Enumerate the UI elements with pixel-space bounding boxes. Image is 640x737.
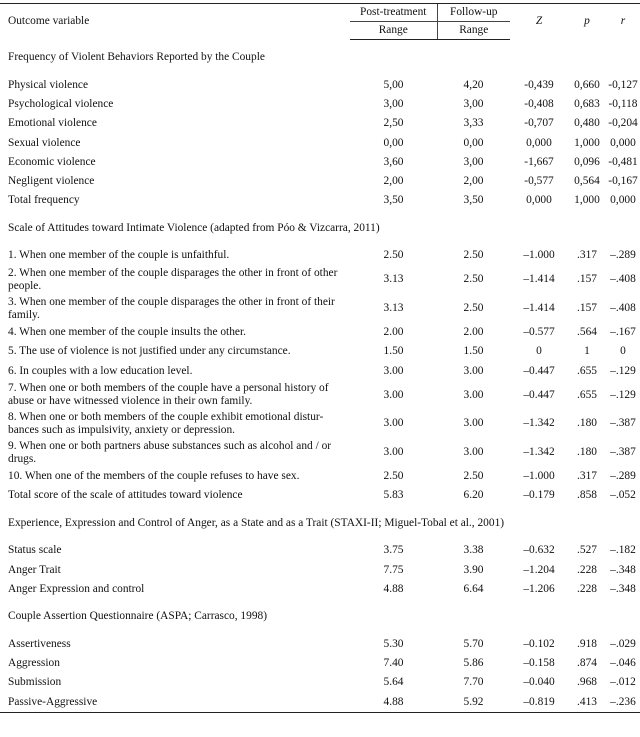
z-value: –0.447	[523, 388, 555, 401]
header-r: r	[620, 15, 626, 28]
z-value: –0.179	[523, 489, 555, 502]
z-value: –1.342	[523, 446, 555, 459]
post-treatment-range: 7.40	[383, 657, 404, 670]
z-value: 0	[536, 345, 542, 358]
table-row	[0, 266, 640, 295]
post-treatment-range: 5,00	[383, 79, 404, 92]
table-row	[0, 381, 640, 410]
follow-up-range: 2.50	[463, 302, 484, 315]
p-value: .564	[577, 326, 597, 339]
row-label: Economic violence	[8, 155, 96, 168]
post-treatment-range: 2,50	[383, 117, 404, 130]
p-value: 1,000	[574, 136, 600, 149]
follow-up-range: 6.64	[463, 582, 484, 595]
p-value: .527	[577, 544, 597, 557]
r-value: –.348	[610, 582, 636, 595]
p-value: .655	[577, 364, 597, 377]
post-treatment-range: 2.50	[383, 249, 404, 262]
follow-up-range: 7.70	[463, 676, 484, 689]
z-value: –0.819	[510, 693, 568, 713]
z-value: –1.206	[523, 582, 555, 595]
post-treatment-range: 4.88	[383, 582, 404, 595]
post-treatment-range: 3.00	[383, 364, 404, 377]
post-treatment-range: 3.00	[383, 388, 404, 401]
z-value: –0.447	[523, 364, 555, 377]
row-label: 1. When one member of the couple is unfaithful.	[8, 249, 230, 262]
row-label: 3. When one member of the couple disparages the other in front of their family.	[8, 295, 335, 321]
p-value: .157	[577, 273, 597, 286]
row-label: Negligent violence	[8, 174, 95, 187]
z-value: –0.102	[523, 638, 555, 651]
p-value: 0,480	[574, 117, 600, 130]
follow-up-range: 3.38	[463, 544, 484, 557]
row-label: Aggression	[8, 657, 60, 670]
row-label: 8. When one or both members of the couple exhibit emotional distur-bances such as impulsivity, anxiety or depression.	[8, 410, 324, 436]
follow-up-range: 2.50	[463, 273, 484, 286]
post-treatment-range: 2.00	[383, 326, 404, 339]
follow-up-range: 3,00	[463, 98, 484, 111]
p-value: .228	[577, 582, 597, 595]
p-value: .317	[577, 249, 597, 262]
post-treatment-range: 3.00	[383, 417, 404, 430]
table-row	[0, 541, 640, 560]
p-value: 1	[584, 345, 590, 358]
follow-up-range: 5.92	[437, 693, 510, 713]
p-value: .413	[568, 693, 606, 713]
p-value: 0,683	[574, 98, 600, 111]
post-treatment-range: 5.30	[383, 638, 404, 651]
p-value: .655	[577, 388, 597, 401]
follow-up-range: 2.50	[463, 249, 484, 262]
follow-up-range: 3.00	[463, 388, 484, 401]
follow-up-range: 2.50	[463, 470, 484, 483]
p-value: .317	[577, 470, 597, 483]
row-label: Submission	[8, 676, 62, 689]
post-treatment-range: 5.83	[383, 489, 404, 502]
post-treatment-range: 3.13	[383, 302, 404, 315]
table-row	[0, 134, 640, 153]
r-value: -0,167	[608, 174, 638, 187]
table-row	[0, 580, 640, 599]
table-row	[0, 153, 640, 172]
table-row	[0, 323, 640, 342]
z-value: –1.000	[523, 470, 555, 483]
r-value: 0,000	[610, 194, 636, 207]
row-label: Status scale	[8, 544, 62, 557]
section-title: Experience, Expression and Control of Anger, as a State and as a Trait (STAXI-II; Miguel-Tobal et al., 2001)	[8, 516, 505, 529]
post-treatment-range: 3,50	[383, 194, 404, 207]
follow-up-range: 3,33	[463, 117, 484, 130]
p-value: .918	[577, 638, 597, 651]
post-treatment-range: 2,00	[383, 174, 404, 187]
table-row	[0, 342, 640, 361]
row-label: Passive-Aggressive	[0, 693, 350, 713]
row-label: 10. When one of the members of the couple refuses to have sex.	[8, 470, 300, 483]
r-value: –.348	[610, 563, 636, 576]
table-row	[0, 438, 640, 467]
table-row	[0, 95, 640, 114]
table-row	[0, 114, 640, 133]
z-value: -0,707	[524, 117, 554, 130]
row-label: Physical violence	[8, 79, 89, 92]
follow-up-range: 3,00	[463, 155, 484, 168]
r-value: –.387	[610, 446, 636, 459]
z-value: 0,000	[526, 136, 552, 149]
r-value: 0	[620, 345, 626, 358]
p-value: .874	[577, 657, 597, 670]
r-value: -0,127	[608, 79, 638, 92]
r-value: –.289	[610, 249, 636, 262]
p-value: .968	[577, 676, 597, 689]
table-body	[0, 40, 640, 713]
section-title: Frequency of Violent Behaviors Reported by the Couple	[8, 51, 265, 64]
z-value: -1,667	[524, 155, 554, 168]
post-treatment-range: 3.13	[383, 273, 404, 286]
row-label: Sexual violence	[8, 136, 81, 149]
table-row	[0, 172, 640, 191]
p-value: .157	[577, 302, 597, 315]
follow-up-range: 0,00	[463, 136, 484, 149]
table-row	[0, 467, 640, 486]
table-row	[0, 673, 640, 692]
post-treatment-range: 4.88	[350, 693, 437, 713]
z-value: -0,408	[524, 98, 554, 111]
table-row	[0, 409, 640, 438]
r-value: –.129	[610, 364, 636, 377]
table-row	[0, 561, 640, 580]
table-row	[0, 294, 640, 323]
row-label: Total frequency	[8, 194, 80, 207]
row-label: Psychological violence	[8, 98, 114, 111]
post-treatment-range: 0,00	[383, 136, 404, 149]
table-row	[0, 191, 640, 210]
post-treatment-range: 2.50	[383, 470, 404, 483]
table-row	[0, 693, 640, 713]
z-value: –0.158	[523, 657, 555, 670]
z-value: –0.577	[523, 326, 555, 339]
row-label: Anger Trait	[8, 563, 61, 576]
row-label: 7. When one or both members of the couple have a personal history of abuse or have witnessed violence in their own family.	[8, 381, 329, 408]
r-value: –.182	[610, 544, 636, 557]
z-value: –1.342	[523, 417, 555, 430]
r-value: –.408	[610, 302, 636, 315]
z-value: –0.040	[523, 676, 555, 689]
r-value: -0,118	[608, 98, 638, 111]
section-title: Scale of Attitudes toward Intimate Violence (adapted from Póo & Vizcarra, 2011)	[8, 221, 380, 234]
follow-up-range: 5.86	[463, 657, 484, 670]
row-label: 2. When one member of the couple disparages the other in front of other people.	[8, 266, 338, 292]
row-label: Emotional violence	[8, 117, 97, 130]
z-value: –1.414	[523, 302, 555, 315]
post-treatment-range: 5.64	[383, 676, 404, 689]
row-label: 9. When one or both partners abuse substances such as alcohol and / or drugs.	[8, 439, 332, 465]
follow-up-range: 6.20	[463, 489, 484, 502]
follow-up-range: 1.50	[463, 345, 484, 358]
r-value: –.029	[610, 638, 636, 651]
z-value: –1.000	[523, 249, 555, 262]
z-value: -0,439	[524, 79, 554, 92]
row-label: 6. In couples with a low education level.	[8, 364, 193, 377]
p-value: .180	[577, 446, 597, 459]
table-row	[0, 635, 640, 654]
follow-up-range: 2.00	[463, 326, 484, 339]
header-range-post: Range	[350, 22, 437, 40]
p-value: 1,000	[574, 194, 600, 207]
post-treatment-range: 3,00	[383, 98, 404, 111]
table-row	[0, 654, 640, 673]
header-p: p	[584, 15, 590, 28]
header-z: Z	[535, 15, 543, 28]
post-treatment-range: 3,60	[383, 155, 404, 168]
header-post-treatment: Post-treatment	[350, 4, 437, 22]
z-value: –1.414	[523, 273, 555, 286]
follow-up-range: 3.00	[463, 364, 484, 377]
r-value: –.289	[610, 470, 636, 483]
follow-up-range: 3.00	[463, 446, 484, 459]
z-value: 0,000	[526, 194, 552, 207]
follow-up-range: 4,20	[463, 79, 484, 92]
z-value: -0,577	[524, 174, 554, 187]
r-value: -0,481	[608, 155, 638, 168]
r-value: –.236	[606, 693, 640, 713]
follow-up-range: 3.90	[463, 563, 484, 576]
p-value: .858	[577, 489, 597, 502]
follow-up-range: 2,00	[463, 174, 484, 187]
row-label: Total score of the scale of attitudes toward violence	[8, 489, 243, 502]
row-label: 4. When one member of the couple insults the other.	[8, 326, 246, 339]
p-value: .180	[577, 417, 597, 430]
r-value: 0,000	[610, 136, 636, 149]
p-value: .228	[577, 563, 597, 576]
p-value: 0,660	[574, 79, 600, 92]
p-value: 0,096	[574, 155, 600, 168]
r-value: –.046	[610, 657, 636, 670]
follow-up-range: 3.00	[463, 417, 484, 430]
table-row	[0, 361, 640, 380]
header-follow-up: Follow-up	[437, 4, 510, 22]
post-treatment-range: 7.75	[383, 563, 404, 576]
table-row	[0, 246, 640, 265]
post-treatment-range: 3.75	[383, 544, 404, 557]
r-value: –.408	[610, 273, 636, 286]
table-row	[0, 76, 640, 95]
results-table	[0, 4, 640, 713]
row-label: Anger Expression and control	[8, 582, 145, 595]
section-title: Couple Assertion Questionnaire (ASPA; Carrasco, 1998)	[8, 610, 268, 623]
r-value: –.167	[610, 326, 636, 339]
header-outcome-variable: Outcome variable	[8, 15, 90, 28]
r-value: –.012	[610, 676, 636, 689]
r-value: –.052	[610, 489, 636, 502]
r-value: –.387	[610, 417, 636, 430]
z-value: –0.632	[523, 544, 555, 557]
r-value: –.129	[610, 388, 636, 401]
post-treatment-range: 3.00	[383, 446, 404, 459]
follow-up-range: 5.70	[463, 638, 484, 651]
r-value: -0,204	[608, 117, 638, 130]
follow-up-range: 3,50	[463, 194, 484, 207]
table-row	[0, 486, 640, 505]
header-range-follow: Range	[437, 22, 510, 40]
row-label: Assertiveness	[8, 638, 71, 651]
post-treatment-range: 1.50	[383, 345, 404, 358]
p-value: 0,564	[574, 174, 600, 187]
z-value: –1.204	[523, 563, 555, 576]
row-label: 5. The use of violence is not justified under any circumstance.	[8, 345, 291, 358]
